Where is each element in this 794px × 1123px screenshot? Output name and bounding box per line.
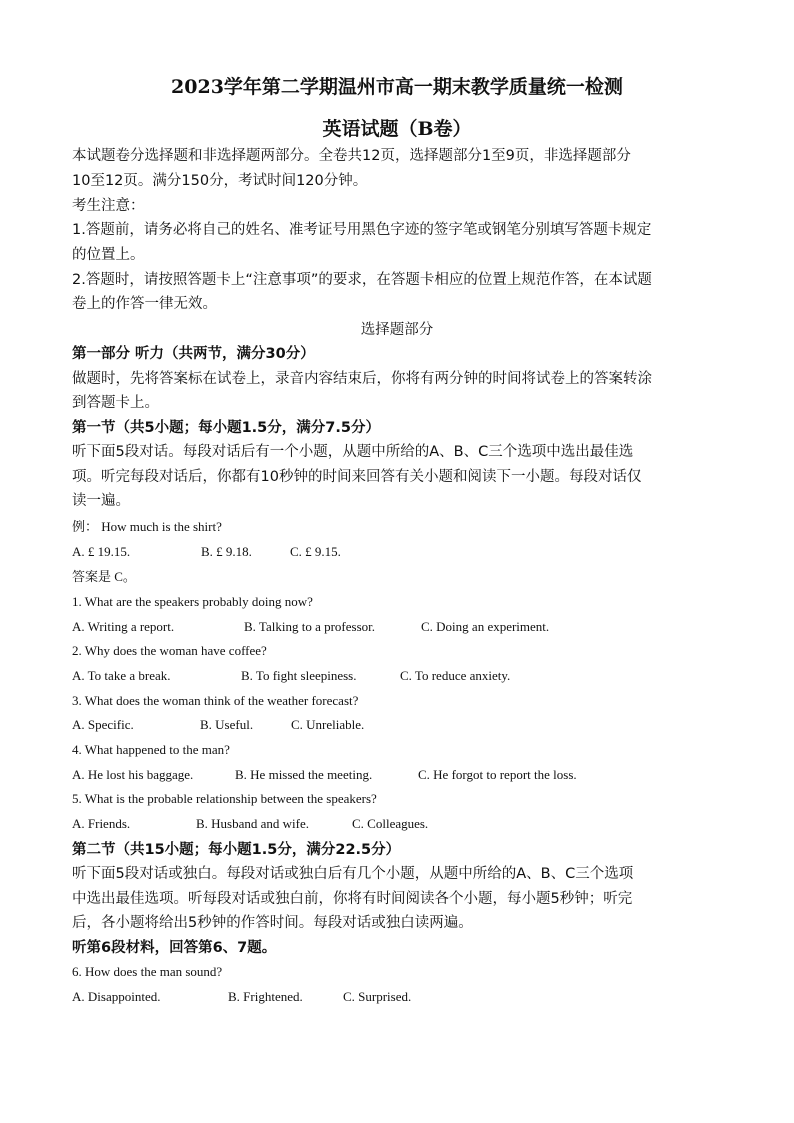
- intro-line-1: 本试题卷分选择题和非选择题两部分。全卷共12页，选择题部分1至9页，非选择题部分: [72, 148, 631, 164]
- option-b: B. Talking to a professor.: [244, 619, 376, 634]
- option-b: B. Useful.: [200, 717, 254, 732]
- question-6: 6. How does the man sound?: [72, 964, 223, 979]
- question-2: 2. Why does the woman have coffee?: [72, 643, 267, 658]
- exam-title: 2023学年第二学期温州市高一期末教学质量统一检测: [171, 76, 623, 98]
- option-a: A. Specific.: [72, 717, 134, 732]
- section-1-instruction-2: 项。听完每段对话后，你都有10秒钟的时间来回答有关小题和阅读下一小题。每段对话仅: [72, 469, 642, 485]
- option-a: A. He lost his baggage.: [72, 767, 194, 782]
- option-a: A. Friends.: [72, 816, 131, 831]
- example-option-a: A. £ 19.15.: [72, 544, 131, 559]
- section-1-instruction-3: 读一遍。: [72, 493, 130, 509]
- material-6-heading: 听第6段材料，回答第6、7题。: [72, 940, 277, 956]
- section-title: 选择题部分: [360, 322, 434, 338]
- question-4: 4. What happened to the man?: [72, 742, 230, 757]
- option-c: C. Unreliable.: [291, 717, 365, 732]
- option-c: C. To reduce anxiety.: [400, 668, 511, 683]
- section-2-instruction-2: 中选出最佳选项。听每段对话或独白前，你将有时间阅读各个小题，每小题5秒钟；听完: [72, 891, 633, 907]
- question-3: 3. What does the woman think of the weather forecast?: [72, 693, 359, 708]
- option-c: C. Doing an experiment.: [421, 619, 550, 634]
- notice-label: 考生注意：: [72, 198, 145, 214]
- option-a: A. Disappointed.: [72, 989, 161, 1004]
- note-1-line-2: 的位置上。: [72, 247, 145, 263]
- note-1-line-1: 1.答题前，请务必将自己的姓名、准考证号用黑色字迹的签字笔或钢笔分别填写答题卡规定: [72, 222, 652, 238]
- option-b: B. Husband and wife.: [196, 816, 310, 831]
- example-option-b: B. £ 9.18.: [201, 544, 252, 559]
- intro-line-2: 10至12页。满分150分，考试时间120分钟。: [72, 173, 368, 189]
- option-c: C. Surprised.: [343, 989, 412, 1004]
- note-2-line-2: 卷上的作答一律无效。: [72, 296, 217, 312]
- question-1: 1. What are the speakers probably doing now?: [72, 594, 313, 609]
- part-1-heading: 第一部分 听力（共两节，满分30分）: [72, 346, 315, 362]
- option-a: A. To take a break.: [72, 668, 171, 683]
- part-1-instruction-1: 做题时，先将答案标在试卷上，录音内容结束后，你将有两分钟的时间将试卷上的答案转涂: [72, 371, 652, 387]
- section-2-instruction-3: 后，各小题将给出5秒钟的作答时间。每段对话或独白读两遍。: [72, 915, 473, 931]
- example-answer: 答案是 C。: [72, 569, 136, 584]
- option-b: B. To fight sleepiness.: [241, 668, 357, 683]
- part-1-instruction-2: 到答题卡上。: [72, 395, 159, 411]
- option-b: B. Frightened.: [228, 989, 303, 1004]
- option-c: C. He forgot to report the loss.: [418, 767, 577, 782]
- exam-subtitle: 英语试题（B卷）: [322, 118, 472, 140]
- example-option-c: C. £ 9.15.: [290, 544, 341, 559]
- section-1-heading: 第一节（共5小题；每小题1.5分，满分7.5分）: [72, 420, 380, 436]
- question-5: 5. What is the probable relationship between the speakers?: [72, 791, 377, 806]
- option-b: B. He missed the meeting.: [235, 767, 373, 782]
- example-question: 例： How much is the shirt?: [72, 519, 222, 534]
- note-2-line-1: 2.答题时，请按照答题卡上“注意事项”的要求，在答题卡相应的位置上规范作答，在本试题: [72, 272, 652, 288]
- section-2-instruction-1: 听下面5段对话或独白。每段对话或独白后有几个小题，从题中所给的A、B、C三个选项: [72, 866, 634, 882]
- section-2-heading: 第二节（共15小题；每小题1.5分，满分22.5分）: [72, 842, 401, 858]
- option-c: C. Colleagues.: [352, 816, 429, 831]
- section-1-instruction-1: 听下面5段对话。每段对话后有一个小题，从题中所给的A、B、C三个选项中选出最佳选: [72, 444, 634, 460]
- option-a: A. Writing a report.: [72, 619, 175, 634]
